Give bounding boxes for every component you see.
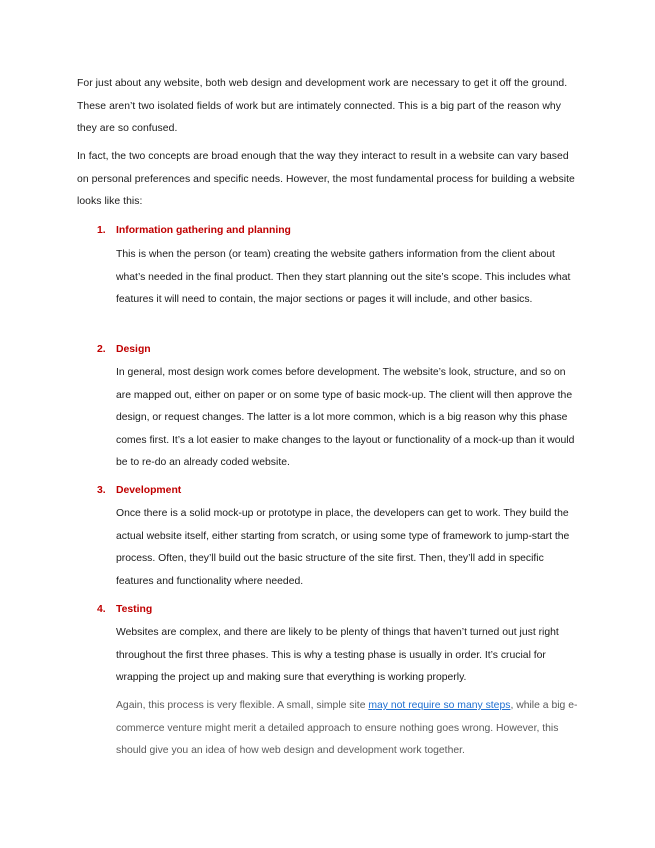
step-number: 3. xyxy=(97,485,106,496)
closing-text-after: , while a big e-commerce venture might merit a detailed approach to ensure nothing goes wrong. However, this should give you an idea of how web design and development work together. xyxy=(116,700,578,756)
step-number: 1. xyxy=(97,225,106,236)
steps-link[interactable]: may not require so many steps xyxy=(368,700,511,711)
step-number: 4. xyxy=(97,604,106,615)
closing-paragraph xyxy=(116,695,578,763)
step-title-design: Design xyxy=(116,344,151,355)
step-body-testing: Websites are complex, and there are likely to be plenty of things that haven’t turned out just right throughout the first three phases. This is why a testing phase is usually in order. It’s crucial for wrapping the project up and making sure that everything is working properly. xyxy=(116,627,559,683)
step-title-information-gathering: Information gathering and planning xyxy=(116,225,291,236)
intro-paragraph-2: In fact, the two concepts are broad enough that the way they interact to result in a website can vary based on personal preferences and specific needs. However, the most fundamental process for building a website looks like this: xyxy=(77,151,575,207)
intro-paragraph-1: For just about any website, both web design and development work are necessary to get it off the ground. These aren’t two isolated fields of work but are intimately connected. This is a big part of the reason why they are so confused. xyxy=(77,78,568,134)
step-body-design: In general, most design work comes before development. The website’s look, structure, and so on are mapped out, either on paper or on some type of basic mock-up. The client will then approve the design, or request changes. The latter is a lot more common, which is a big reason why this phase comes first. It’s a lot easier to make changes to the layout or functionality of a mock-up than it would be to re-do an already coded website. xyxy=(116,367,575,468)
step-body-information-gathering: This is when the person (or team) creating the website gathers information from the client about what’s needed in the final product. Then they start planning out the site’s scope. This includes what features it will need to contain, the major sections or pages it will include, and other basics. xyxy=(116,249,571,305)
step-title-testing: Testing xyxy=(116,604,153,615)
step-title-development: Development xyxy=(116,485,182,496)
step-body-development: Once there is a solid mock-up or prototype in place, the developers can get to work. They build the actual website itself, either starting from scratch, or using some type of framework to jump-start the process. Often, they’ll build out the basic structure of the site first. Then, they’ll add in specific features and functionality where needed. xyxy=(116,508,570,587)
closing-text-before: Again, this process is very flexible. A small, simple site xyxy=(116,700,369,711)
step-number: 2. xyxy=(97,344,106,355)
